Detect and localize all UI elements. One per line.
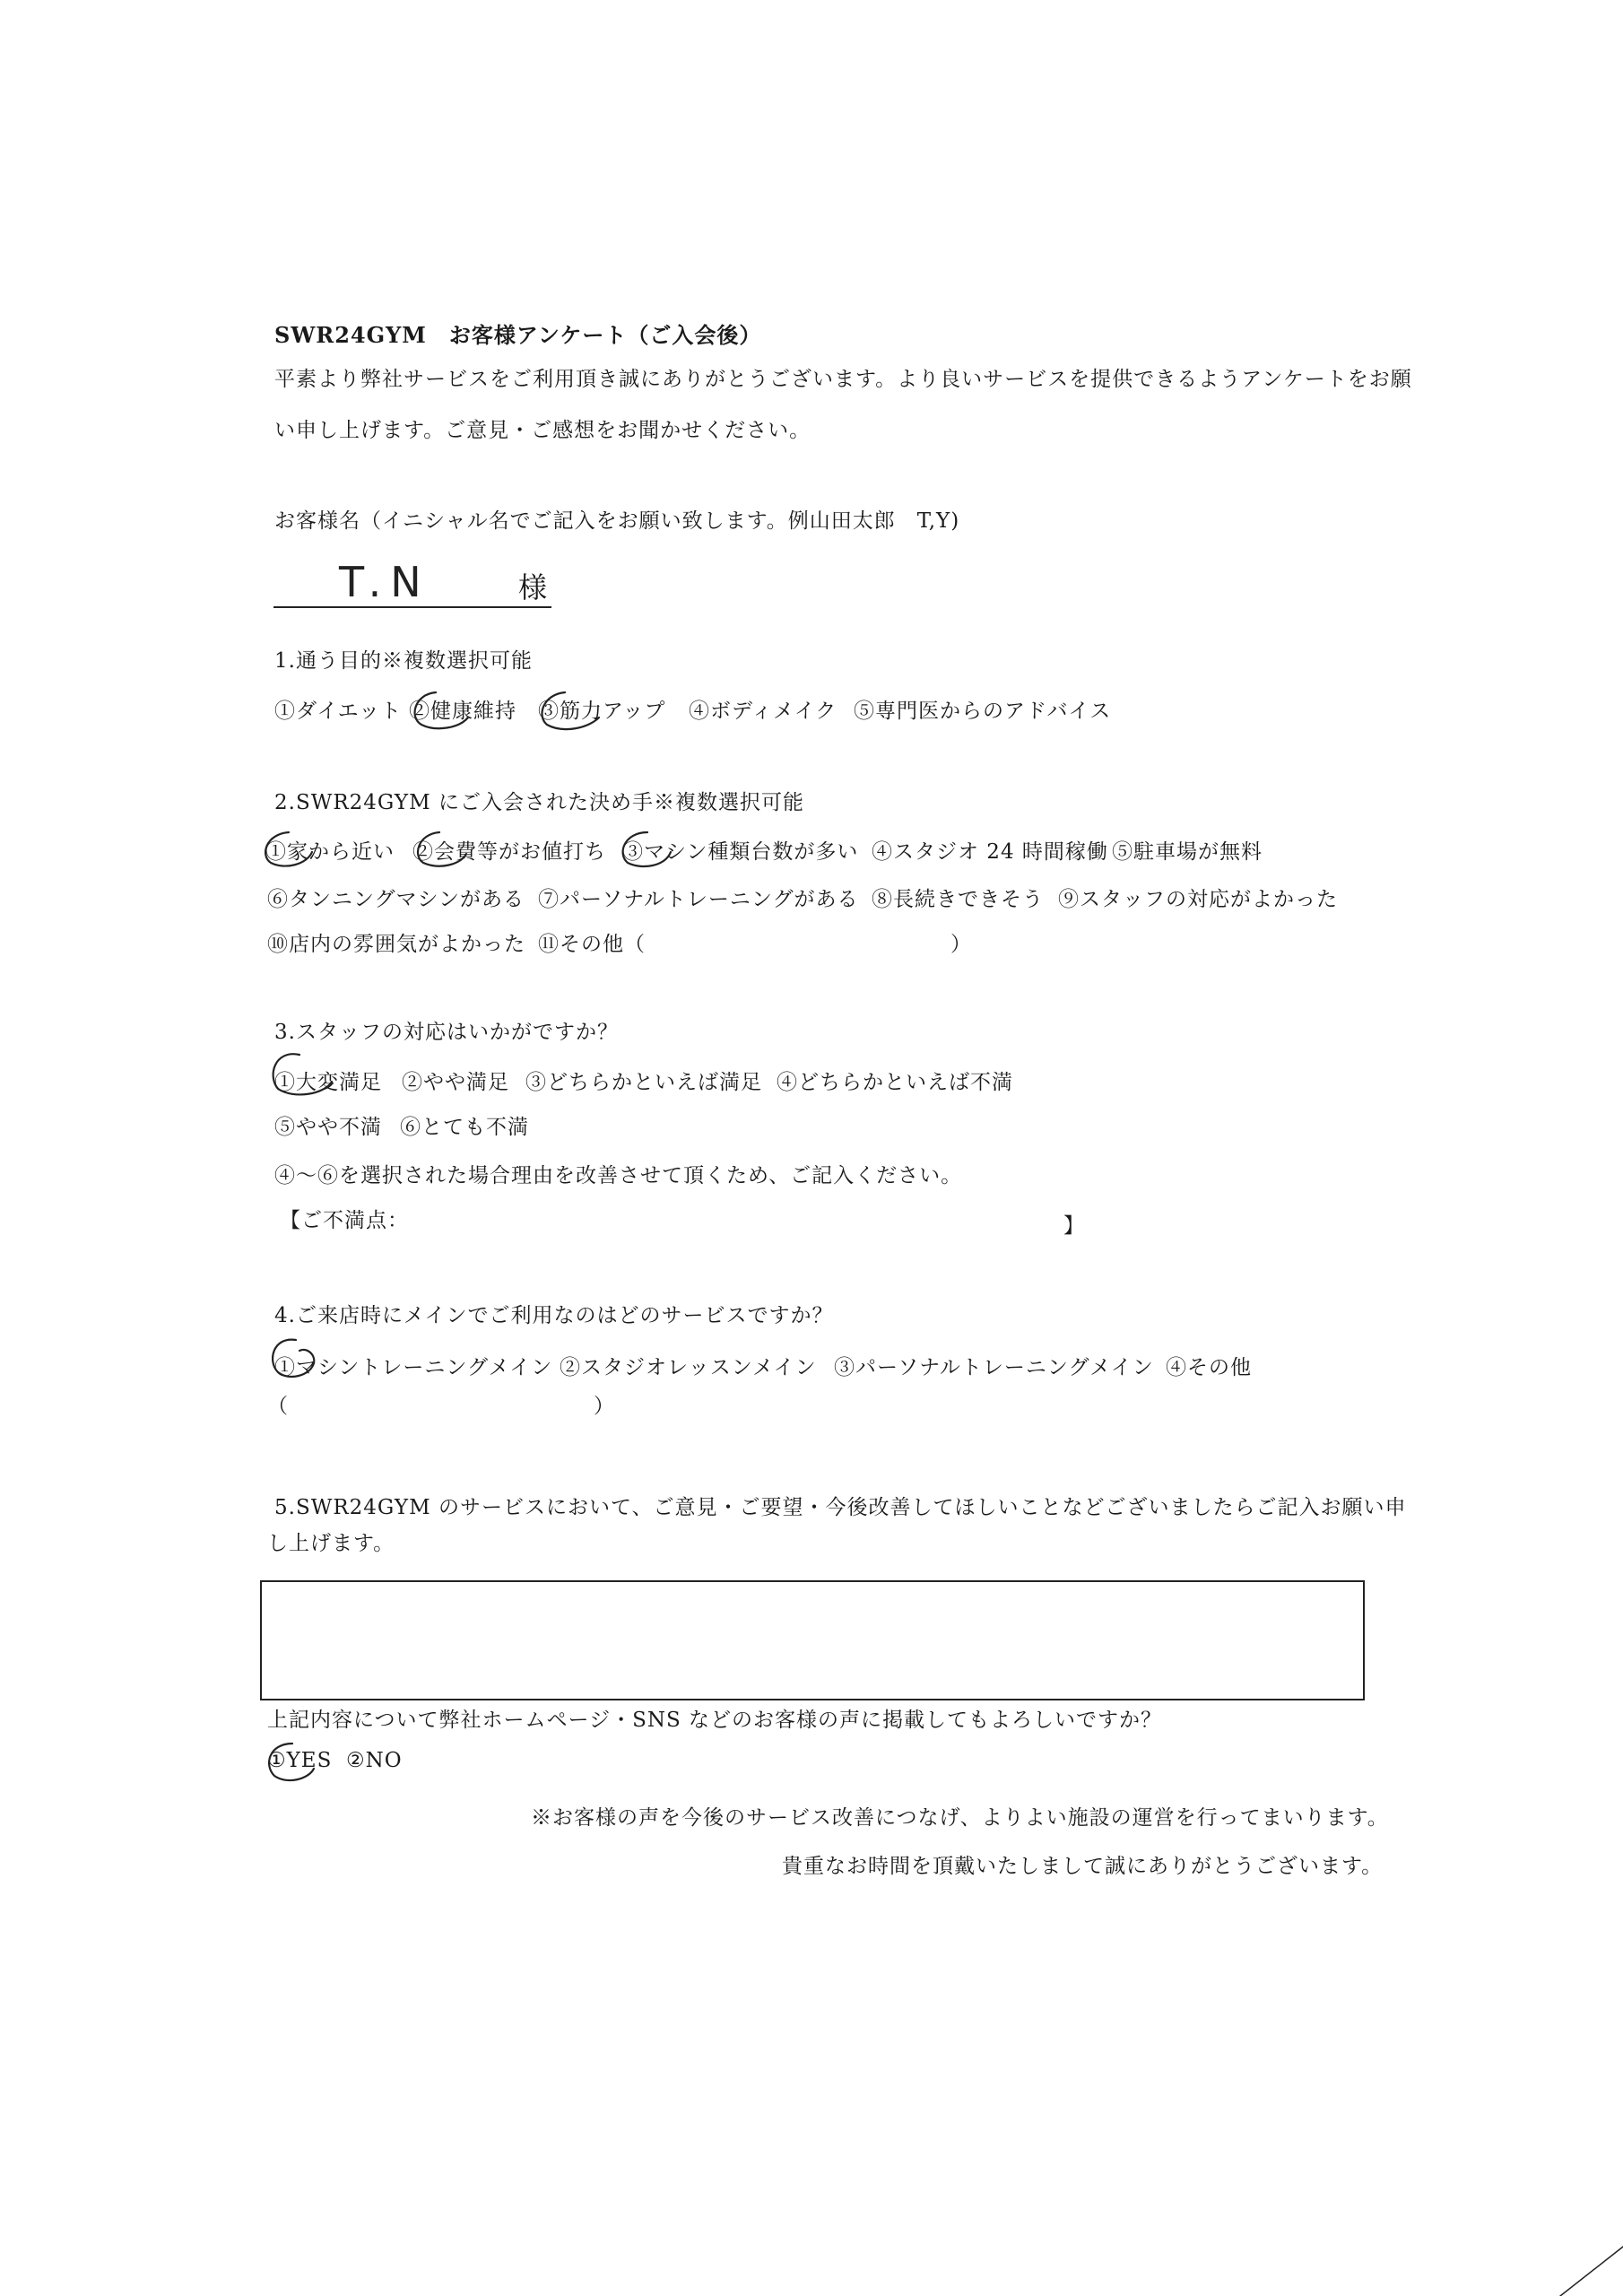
- q3-option-1[interactable]: ①大変満足: [274, 1071, 382, 1094]
- q1-option-5[interactable]: ⑤専門医からのアドバイス: [854, 700, 1112, 723]
- q1-option-1[interactable]: ①ダイエット: [274, 700, 403, 723]
- q2-option-1-selection-circle: [265, 832, 312, 866]
- q4-option-3[interactable]: ③パーソナルトレーニングメイン: [834, 1356, 1154, 1379]
- q1-option-2-selection-circle: [415, 692, 468, 728]
- q2-option-2[interactable]: ②会費等がお値打ち: [412, 840, 606, 864]
- footer-thanks: 貴重なお時間を頂戴いたしまして誠にありがとうございます。: [782, 1855, 1384, 1878]
- customer-name-handwritten[interactable]: T.N: [339, 558, 430, 606]
- q4-question: 4.ご来店時にメインでご利用なのはどのサービスですか？: [274, 1304, 834, 1327]
- q2-option-7[interactable]: ⑦パーソナルトレーニングがある: [538, 888, 859, 911]
- q2-option-2-selection-circle: [418, 832, 466, 866]
- q2-option-9[interactable]: ⑨スタッフの対応がよかった: [1058, 888, 1338, 911]
- q2-option-4[interactable]: ④スタジオ 24 時間稼働: [872, 840, 1108, 864]
- q3-reason-prompt: ④〜⑥を選択された場合理由を改善させて頂くため、ご記入ください。: [274, 1164, 963, 1187]
- q3-reason-close-bracket: 】: [1063, 1214, 1085, 1238]
- q3-option-2[interactable]: ②やや満足: [402, 1071, 509, 1094]
- q3-reason-label: 【ご不満点：: [280, 1209, 409, 1232]
- q1-option-4[interactable]: ④ボディメイク: [689, 700, 838, 723]
- q3-option-1-selection-circle: [273, 1054, 332, 1094]
- publish-no-option[interactable]: ②NO: [346, 1749, 403, 1772]
- intro-text-line2: い申し上げます。ご意見・ご感想をお聞かせください。: [274, 419, 812, 442]
- publish-yes-selection-circle: [269, 1744, 314, 1780]
- q2-option-3-selection-circle: [623, 832, 671, 866]
- q3-option-6[interactable]: ⑥とても不満: [400, 1116, 529, 1139]
- q2-option-10[interactable]: ⑩店内の雰囲気がよかった: [267, 933, 525, 956]
- publish-yes-option[interactable]: ①YES: [267, 1749, 333, 1772]
- q4-other-close-paren: ）: [594, 1395, 615, 1418]
- intro-text-line1: 平素より弊社サービスをご利用頂き誠にありがとうございます。より良いサービスを提供できるようアンケートをお願: [274, 368, 1412, 391]
- customer-name-label: お客様名（イニシャル名でご記入をお願い致します。例山田太郎 T,Y): [274, 509, 960, 533]
- footer-note: ※お客様の声を今後のサービス改善につなげ、よりよい施設の運営を行ってまいります。: [531, 1806, 1389, 1830]
- q4-option-4[interactable]: ④その他: [1166, 1356, 1252, 1379]
- q5-question-line2: し上げます。: [267, 1532, 395, 1555]
- publish-question: 上記内容について弊社ホームページ・SNS などのお客様の声に掲載してもよろしいですか？: [267, 1709, 1163, 1732]
- q1-option-3[interactable]: ③筋力アップ: [538, 700, 666, 723]
- q4-option-1-selection-circle: [273, 1340, 314, 1377]
- q3-option-4[interactable]: ④どちらかといえば不満: [777, 1071, 1013, 1094]
- q3-option-3[interactable]: ③どちらかといえば満足: [525, 1071, 762, 1094]
- q2-option-8[interactable]: ⑧長続きできそう: [872, 888, 1044, 911]
- q2-option-5[interactable]: ⑤駐車場が無料: [1112, 840, 1263, 864]
- q1-option-3-selection-circle: [542, 692, 599, 729]
- q3-option-5[interactable]: ⑤やや不満: [274, 1116, 382, 1139]
- q2-option-11-other[interactable]: ⑪その他（: [538, 933, 646, 956]
- q2-other-close-paren: ）: [950, 933, 972, 956]
- q2-option-3[interactable]: ③マシン種類台数が多い: [622, 840, 859, 864]
- q2-option-6[interactable]: ⑥タンニングマシンがある: [267, 888, 525, 911]
- q2-option-1[interactable]: ①家から近い: [265, 840, 395, 864]
- survey-title: SWR24GYM お客様アンケート（ご入会後）: [274, 322, 762, 348]
- q4-option-2[interactable]: ②スタジオレッスンメイン: [560, 1356, 817, 1379]
- page-corner-edge: [1560, 2247, 1623, 2296]
- q4-other-open-paren: （: [267, 1395, 289, 1418]
- q1-question: 1.通う目的※複数選択可能: [274, 649, 533, 673]
- q1-option-2[interactable]: ②健康維持: [409, 700, 516, 723]
- q5-question-line1: 5.SWR24GYM のサービスにおいて、ご意見・ご要望・今後改善してほしいことなどございましたらご記入お願い申: [274, 1496, 1407, 1519]
- q2-question: 2.SWR24GYM にご入会された決め手※複数選択可能: [274, 791, 804, 814]
- q3-question: 3.スタッフの対応はいかがですか？: [274, 1021, 619, 1044]
- customer-honorific: 様: [518, 570, 549, 604]
- q4-option-1[interactable]: ①マシントレーニングメイン: [274, 1356, 553, 1379]
